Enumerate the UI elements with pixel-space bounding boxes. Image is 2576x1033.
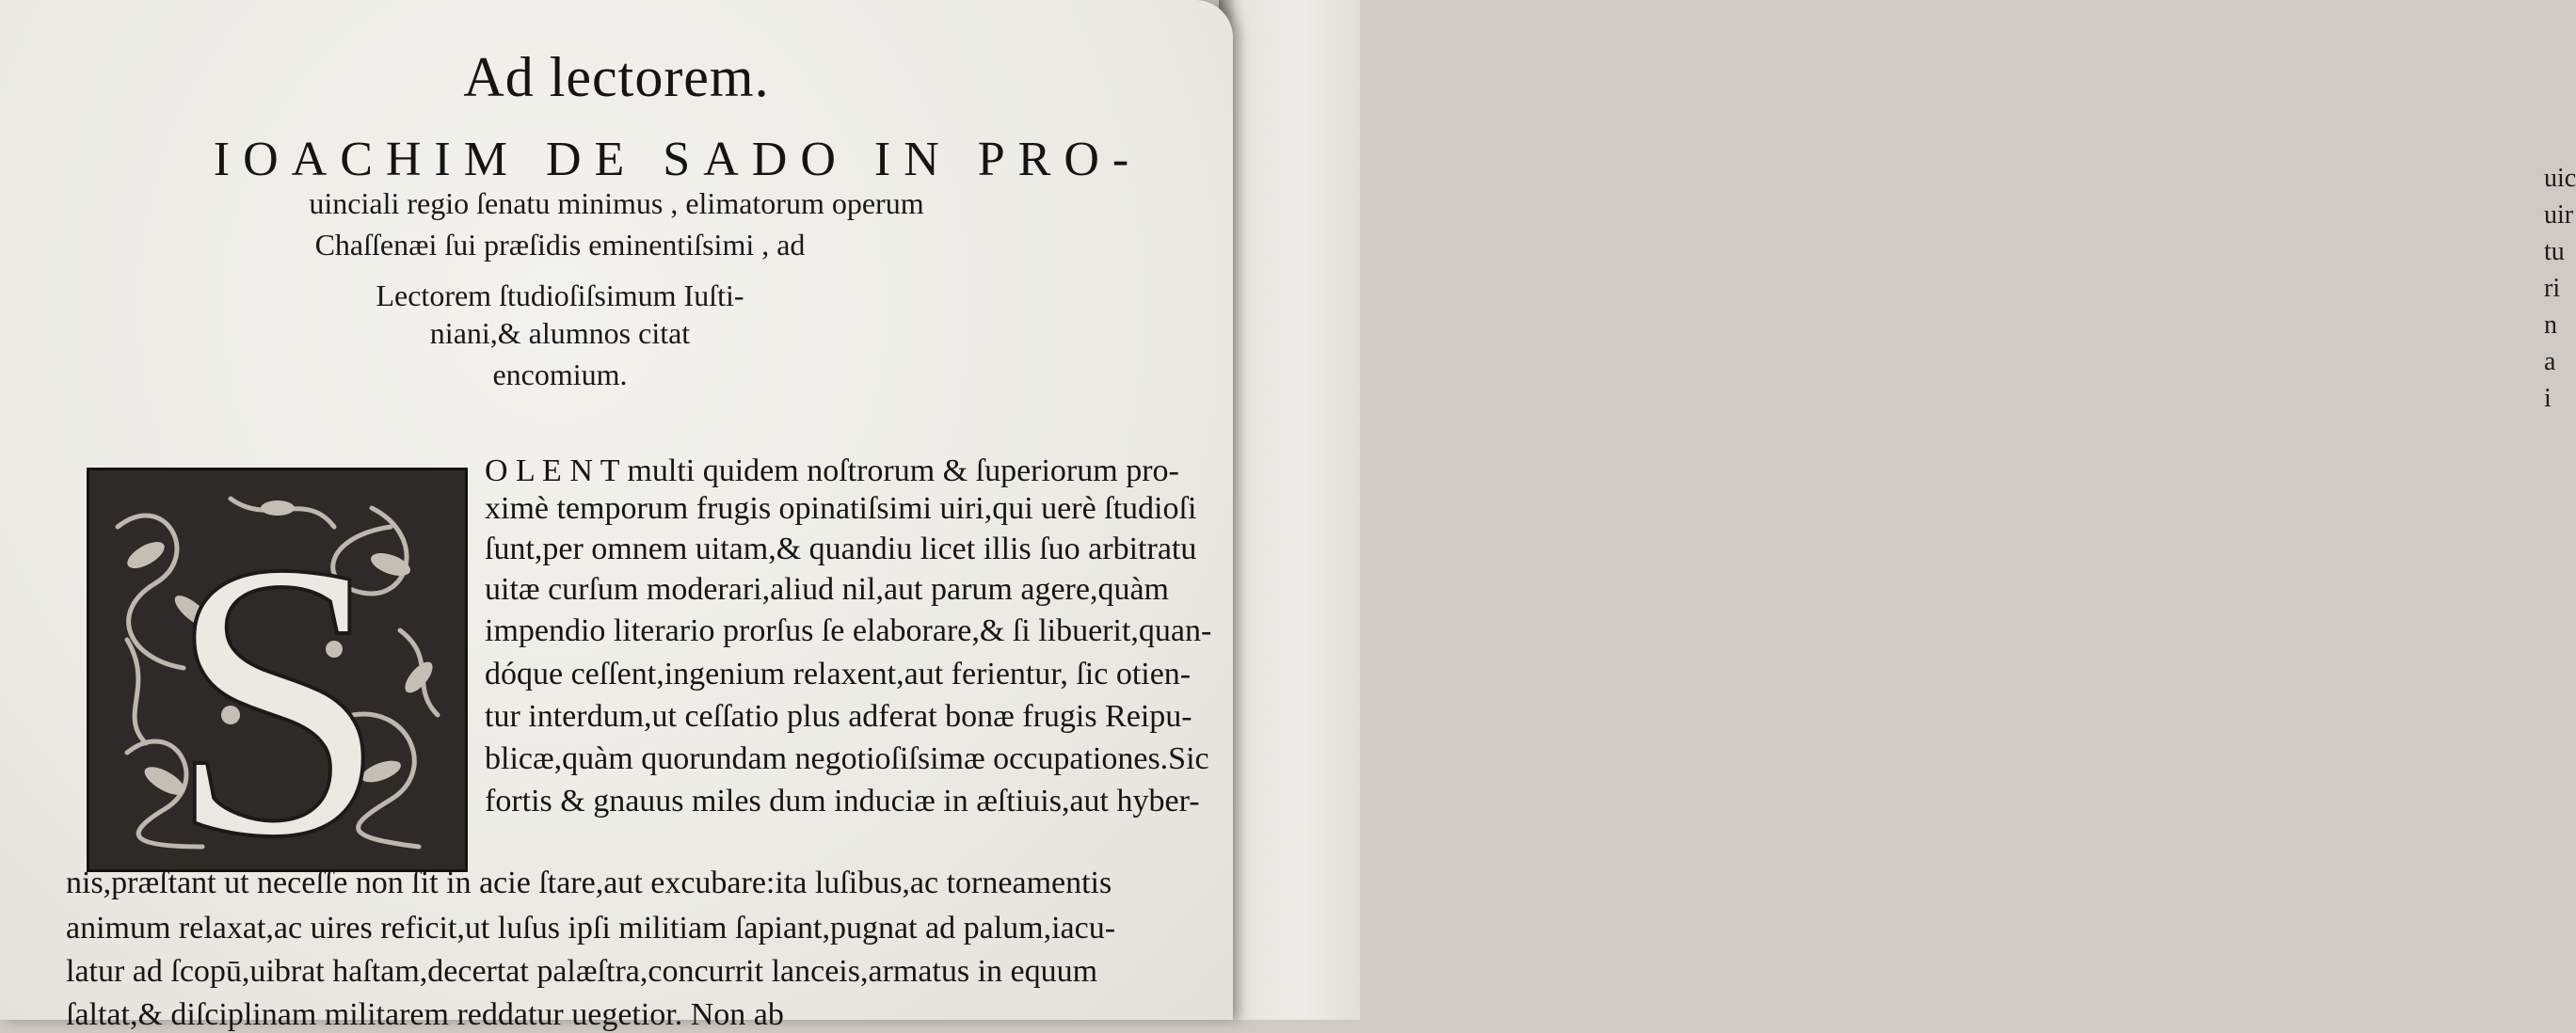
body-line: impendio literario prorſus ſe elaborare,& ſi libuerit,quan- bbox=[485, 613, 1212, 648]
subheading-line: encomium. bbox=[492, 358, 628, 391]
body-line: latur ad ſcopū,uibrat haſtam,decertat palæſtra,concurrit lanceis,armatus in equum bbox=[66, 954, 1098, 989]
body-line: tur interdum,ut ceſſatio plus adferat bonæ frugis Reipu- bbox=[485, 699, 1192, 734]
decorated-initial bbox=[87, 468, 468, 918]
subheading-line: Lectorem ſtudioſiſsimum Iuſti- bbox=[376, 278, 744, 312]
fragment-line: ri bbox=[2544, 274, 2561, 303]
section-heading: IOACHIM DE SADO IN PRO- bbox=[213, 133, 1143, 186]
body-line: dóque ceſſent,ingenium relaxent,aut ferientur, ſic otien- bbox=[485, 657, 1192, 691]
subheading-line: uinciali regio ſenatu minimus , elimatorum operum bbox=[309, 186, 924, 220]
body-line: blicæ,quàm quorundam negotioſiſsimæ occupationes.Sic bbox=[485, 741, 1209, 776]
drop-cap-letter: S bbox=[168, 481, 388, 918]
body-line: ſunt,per omnem uitam,& quandiu licet illis ſuo arbitratu bbox=[485, 532, 1197, 566]
body-line: ſaltat,& diſciplinam militarem reddatur uegetior. Non ab bbox=[66, 997, 784, 1032]
body-line: fortis & gnauus miles dum induciæ in æſtiuis,aut hyber- bbox=[485, 784, 1200, 818]
fragment-line: i bbox=[2544, 384, 2552, 413]
subheading-line: niani,& alumnos citat bbox=[429, 316, 691, 350]
page-title: Ad lectorem. bbox=[463, 46, 770, 108]
adjacent-page-text bbox=[2544, 160, 2576, 417]
fragment-line: n bbox=[2544, 310, 2557, 340]
subheading-line: Chaſſenæi ſui præſidis eminentiſsimi , ad bbox=[314, 228, 806, 262]
body-line: animum relaxat,ac uires reficit,ut luſus ipſi militiam ſapiant,pugnat ad palum,iacu- bbox=[66, 911, 1116, 946]
floral-ornament-icon bbox=[89, 470, 465, 918]
fragment-line: tu bbox=[2544, 237, 2565, 266]
fragment-line: uir bbox=[2544, 200, 2574, 230]
body-line: nis,præſtant ut neceſſe non ſit in acie ſtare,aut excubare:ita luſibus,ac torneamentis bbox=[66, 866, 1112, 900]
body-line: ximè temporum frugis opinatiſsimi uiri,qui uerè ſtudioſi bbox=[485, 491, 1197, 526]
body-line: O L E N T multi quidem noſtrorum & ſuperiorum pro- bbox=[485, 453, 1179, 488]
body-line: uitæ curſum moderari,aliud nil,aut parum agere,quàm bbox=[485, 572, 1169, 607]
fragment-line: a bbox=[2544, 347, 2556, 376]
book-page bbox=[0, 0, 1233, 1032]
fragment-line: uic bbox=[2544, 164, 2576, 193]
